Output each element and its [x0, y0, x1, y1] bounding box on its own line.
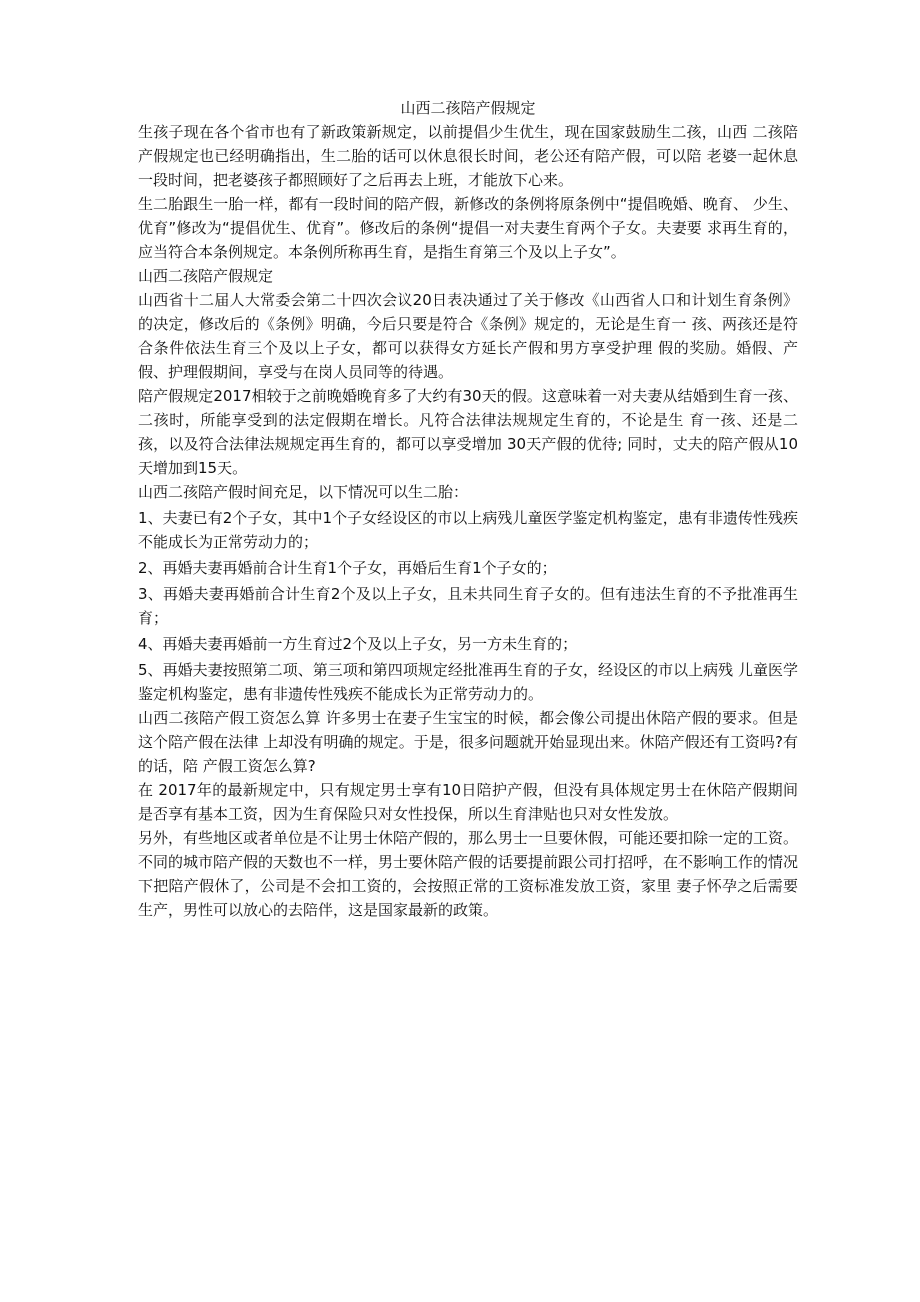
paragraph-standing-committee: 山西省十二届人大常委会第二十四次会议20日表决通过了关于修改《山西省人口和计划生育条例》的决定，修改后的《条例》明确，今后只要是符合《条例》规定的，无论是生育一 孩、两孩还是符合条件依法生育三个及以上子女，都可以获得女方延长产假和男方享受护理 假的奖励。婚假、产假、护理假期间，享受与在岗人员同等的待遇。 — [138, 291, 798, 381]
document-page — [138, 96, 798, 922]
paragraph-second-child-leave: 生二胎跟生一胎一样，都有一段时间的陪产假，新修改的条例将原条例中“提倡晚婚、晚育、 少生、优育”修改为“提倡优生、优育”。修改后的条例“提倡一对夫妻生育两个子女。夫妻要 求再生育的，应当符合本条例规定。本条例所称再生育，是指生育第三个及以上子女”。 — [138, 195, 798, 261]
paragraph-2017-wage: 在 2017年的最新规定中，只有规定男士享有10日陪护产假，但没有具体规定男士在休陪产假期间是否享有基本工资，因为生育保险只对女性投保，所以生育津贴也只对女性发放。 — [138, 781, 798, 823]
paragraph-conditions-intro: 山西二孩陪产假时间充足，以下情况可以生二胎： — [138, 483, 469, 501]
list-item-condition-3: 3、再婚夫妻再婚前合计生育2个及以上子女，且未共同生育子女的。但有违法生育的不予批准再生育； — [138, 585, 798, 627]
list-item-condition-5: 5、再婚夫妻按照第二项、第三项和第四项规定经批准再生育的子女，经设区的市以上病残 儿童医学鉴定机构鉴定，患有非遗传性残疾不能成长为正常劳动力的。 — [138, 661, 798, 703]
paragraph-city-difference: 不同的城市陪产假的天数也不一样，男士要休陪产假的话要提前跟公司打招呼，在不影响工作的情况下把陪产假休了，公司是不会扣工资的，会按照正常的工资标准发放工资，家里 妻子怀孕之后需要生产，男性可以放心的去陪伴，这是国家最新的政策。 — [138, 853, 799, 919]
document-title: 山西二孩陪产假规定 — [400, 99, 536, 117]
list-item-condition-4: 4、再婚夫妻再婚前一方生育过2个及以上子女，另一方未生育的； — [138, 635, 578, 653]
paragraph-deduction: 另外，有些地区或者单位是不让男士休陪产假的，那么男士一旦要休假，可能还要扣除一定的工资。 — [138, 829, 799, 847]
list-item-condition-1: 1、夫妻已有2个子女，其中1个子女经设区的市以上病残儿童医学鉴定机构鉴定，患有非遗传性残疾不能成长为正常劳动力的； — [138, 509, 798, 551]
paragraph-2017-leave: 陪产假规定2017相较于之前晚婚晚育多了大约有30天的假。这意味着一对夫妻从结婚到生育一孩、二孩时，所能享受到的法定假期在增长。凡符合法律法规规定生育的，不论是生 育一孩、还是二孩，以及符合法律法规规定再生育的，都可以享受增加 30天产假的优待; 同时，丈夫的陪产假从10天增加到15天。 — [138, 387, 798, 477]
section-heading-regulation: 山西二孩陪产假规定 — [138, 267, 274, 285]
paragraph-intro: 生孩子现在各个省市也有了新政策新规定，以前提倡少生优生，现在国家鼓励生二孩，山西 二孩陪产假规定也已经明确指出，生二胎的话可以休息很长时间，老公还有陪产假，可以陪 老婆一起休息一段时间，把老婆孩子都照顾好了之后再去上班，才能放下心来。 — [138, 123, 798, 189]
list-item-condition-2: 2、再婚夫妻再婚前合计生育1个子女，再婚后生育1个子女的； — [138, 559, 557, 577]
paragraph-wage-question: 山西二孩陪产假工资怎么算 许多男士在妻子生宝宝的时候，都会像公司提出休陪产假的要求。但是这个陪产假在法律 上却没有明确的规定。于是，很多问题就开始显现出来。休陪产假还有工资吗?有的话，陪 产假工资怎么算? — [138, 709, 798, 775]
